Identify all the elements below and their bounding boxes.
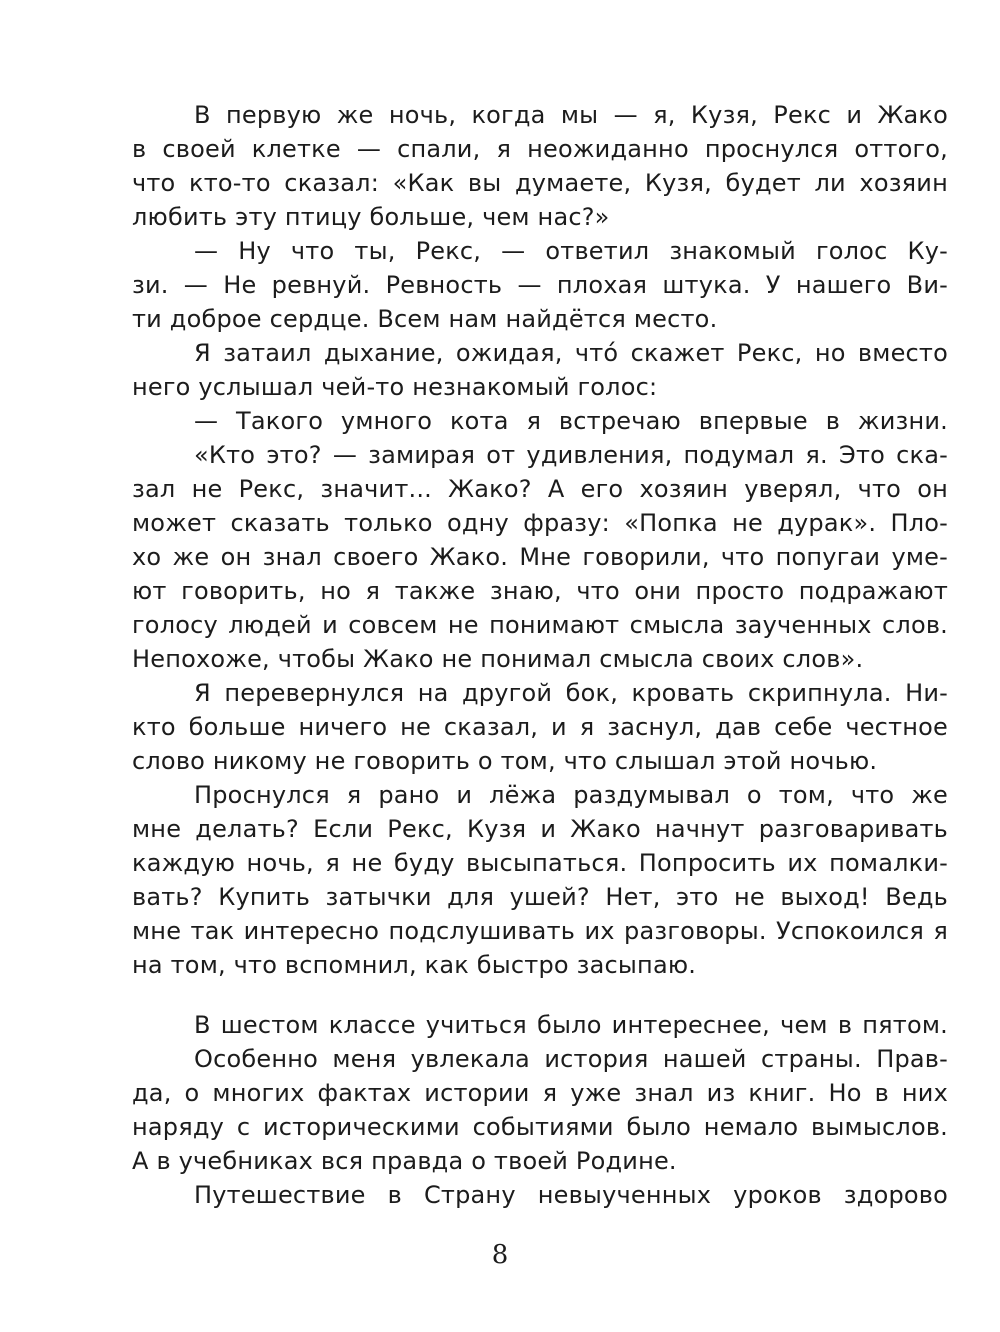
text-line: любить эту птицу больше, чем нас?» xyxy=(132,203,610,231)
text-section-2 xyxy=(132,1008,948,1212)
text-line: зи. — Не ревнуй. Ревность — плохая штука. У нашего Ви- xyxy=(132,271,948,299)
text-line: вать? Купить затычки для ушей? Нет, это не выход! Ведь xyxy=(132,883,948,911)
text-line: Особенно меня увлекала история нашей страны. Прав- xyxy=(194,1045,948,1073)
text-line: голосу людей и совсем не понимают смысла заученных слов. xyxy=(132,611,948,639)
text-line: Проснулся я рано и лёжа раздумывал о том, что же xyxy=(194,781,948,809)
text-line: Я перевернулся на другой бок, кровать скрипнула. Ни- xyxy=(194,679,948,707)
text-line: него услышал чей-то незнакомый голос: xyxy=(132,373,658,401)
text-line: В шестом классе учиться было интереснее, чем в пятом. xyxy=(194,1011,948,1039)
text-section-1 xyxy=(132,98,948,982)
text-line: А в учебниках вся правда о твоей Родине. xyxy=(132,1147,677,1175)
text-line: мне делать? Если Рекс, Кузя и Жако начнут разговаривать xyxy=(132,815,948,843)
text-line: да, о многих фактах истории я уже знал из книг. Но в них xyxy=(132,1079,948,1107)
text-line: может сказать только одну фразу: «Попка не дурак». Пло- xyxy=(132,509,948,537)
text-line: «Кто это? — замирая от удивления, подумал я. Это ска- xyxy=(194,441,948,469)
page-number: 8 xyxy=(491,1240,509,1270)
text-line: зал не Рекс, значит... Жако? А его хозяин уверял, что он xyxy=(132,475,948,503)
text-line: Путешествие в Страну невыученных уроков здорово xyxy=(194,1181,948,1209)
text-line: слово никому не говорить о том, что слышал этой ночью. xyxy=(132,747,878,775)
text-line: — Ну что ты, Рекс, — ответил знакомый голос Ку- xyxy=(194,237,948,265)
text-line: хо же он знал своего Жако. Мне говорили, что попугаи уме- xyxy=(132,543,948,571)
text-line: на том, что вспомнил, как быстро засыпаю. xyxy=(132,951,697,979)
text-line: в своей клетке — спали, я неожиданно проснулся оттого, xyxy=(132,135,948,163)
text-line: ти доброе сердце. Всем нам найдётся место. xyxy=(132,305,718,333)
text-line: — Такого умного кота я встречаю впервые в жизни. xyxy=(194,407,948,435)
text-line: Я затаил дыхание, ожидая, что́ скажет Рекс, но вместо xyxy=(194,339,948,367)
text-line: Непохоже, чтобы Жако не понимал смысла своих слов». xyxy=(132,645,864,673)
text-line: каждую ночь, я не буду высыпаться. Попросить их помалки- xyxy=(132,849,948,877)
text-line: мне так интересно подслушивать их разговоры. Успокоился я xyxy=(132,917,948,945)
text-line: ют говорить, но я также знаю, что они просто подражают xyxy=(132,577,948,605)
text-line: наряду с историческими событиями было немало вымыслов. xyxy=(132,1113,948,1141)
text-line: кто больше ничего не сказал, и я заснул, дав себе честное xyxy=(132,713,948,741)
text-line: В первую же ночь, когда мы — я, Кузя, Рекс и Жако xyxy=(194,101,948,129)
text-line: что кто-то сказал: «Как вы думаете, Кузя, будет ли хозяин xyxy=(132,169,948,197)
